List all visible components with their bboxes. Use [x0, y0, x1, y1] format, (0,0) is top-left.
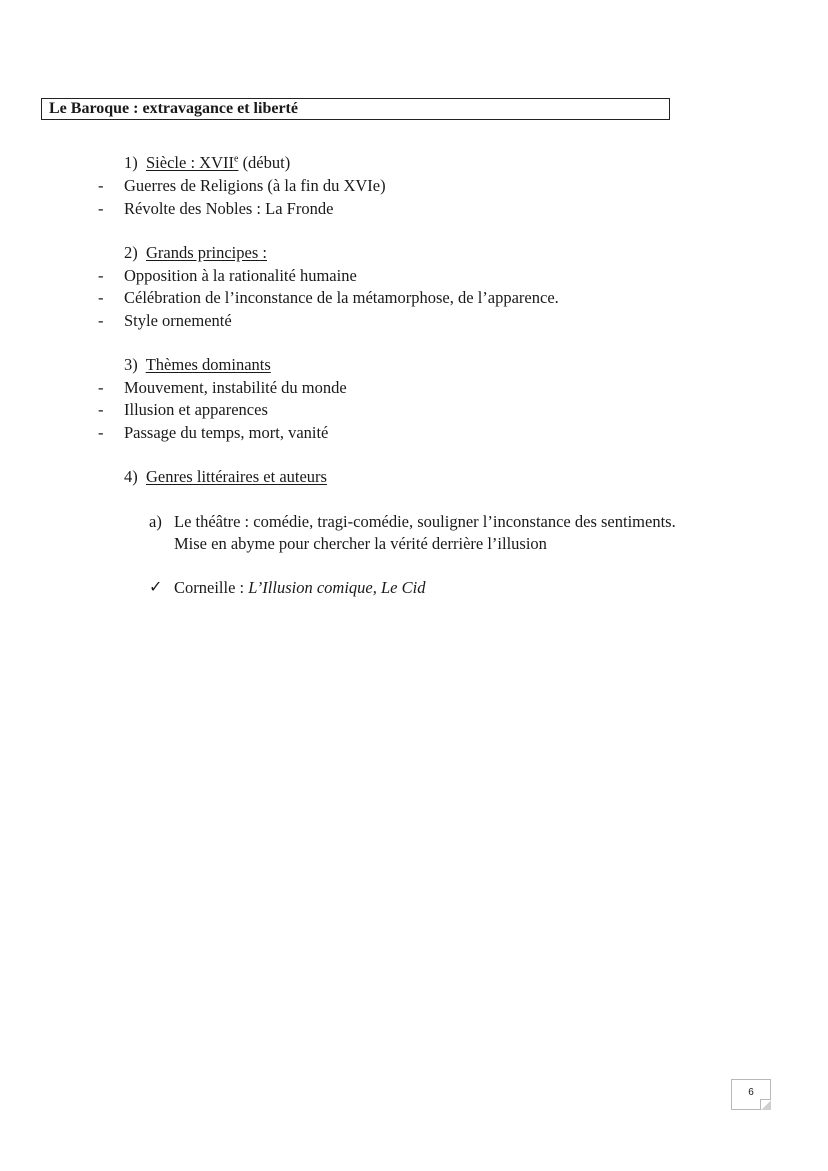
section-2-number: 2) — [124, 243, 138, 262]
section-3-heading — [124, 355, 271, 375]
section-1-title: Siècle : XVIIe — [146, 153, 239, 172]
bullet-marker: - — [98, 378, 104, 397]
section-4-number: 4) — [124, 467, 138, 486]
section-3-title: Thèmes dominants — [145, 355, 271, 374]
page-title: Le Baroque : extravagance et liberté — [41, 98, 670, 120]
author-name: Corneille : — [174, 578, 249, 597]
subsection-a-line-1: Le théâtre : comédie, tragi-comédie, souligner l’inconstance des sentiments. — [174, 512, 676, 531]
section-1-number: 1) — [124, 153, 138, 172]
list-item: Célébration de l’inconstance de la métamorphose, de l’apparence. — [124, 288, 559, 307]
list-item: Opposition à la rationalité humaine — [124, 266, 357, 285]
page-curl-icon — [760, 1099, 771, 1110]
section-2-heading — [124, 243, 267, 263]
author-works: L’Illusion comique, Le Cid — [248, 578, 426, 597]
list-item: Mouvement, instabilité du monde — [124, 378, 347, 397]
list-item: Guerres de Religions (à la fin du XVIe) — [124, 176, 386, 195]
list-item: Illusion et apparences — [124, 400, 268, 419]
section-4-title: Genres littéraires et auteurs — [146, 467, 327, 486]
section-3-number: 3) — [124, 355, 138, 374]
author-entry — [174, 578, 425, 598]
section-4-heading — [124, 467, 327, 487]
checkmark-icon: ✓ — [149, 579, 163, 596]
page-number: 6 — [748, 1087, 754, 1098]
section-1-heading — [124, 153, 290, 173]
subsection-a-label: a) — [149, 512, 162, 531]
bullet-marker: - — [98, 311, 104, 330]
section-2-title: Grands principes : — [146, 243, 267, 262]
bullet-marker: - — [98, 199, 104, 218]
page-number-box — [731, 1079, 771, 1110]
bullet-marker: - — [98, 423, 104, 442]
bullet-marker: - — [98, 400, 104, 419]
list-item: Révolte des Nobles : La Fronde — [124, 199, 334, 218]
list-item: Style ornementé — [124, 311, 232, 330]
subsection-a-line-2: Mise en abyme pour chercher la vérité derrière l’illusion — [174, 534, 547, 553]
bullet-marker: - — [98, 266, 104, 285]
list-item: Passage du temps, mort, vanité — [124, 423, 329, 442]
section-1-title-tail: (début) — [238, 153, 291, 172]
bullet-marker: - — [98, 176, 104, 195]
bullet-marker: - — [98, 288, 104, 307]
